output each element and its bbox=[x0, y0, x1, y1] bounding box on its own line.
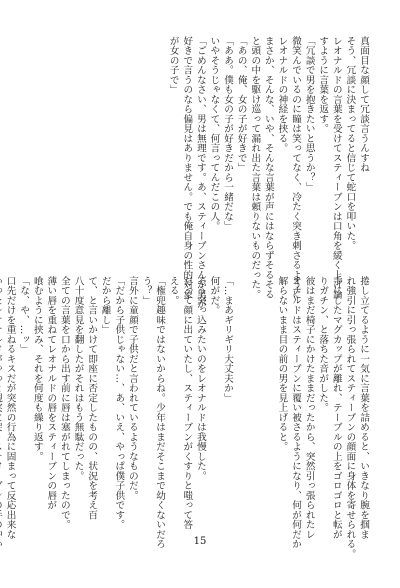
text-line: 彼はまだ椅子にかけたままだったから、突然引っ張られたレ bbox=[303, 276, 315, 540]
text-line: いやそうじゃなくて、何言ってんだこの人。 bbox=[208, 36, 220, 231]
text-line: 言外に童顔で子供だと言われているようなものだ。 bbox=[126, 276, 138, 501]
text-line: レオナルドの神経を挟る。 bbox=[276, 36, 288, 153]
text-line: りガチン、と落ちた音がした。 bbox=[317, 276, 329, 413]
text-line: 微笑んでいるのに瞳は笑ってなく、冷たく突き刺さるように bbox=[290, 36, 302, 300]
text-line: 八十度意見を翻したがそれはもう無駄だった。 bbox=[72, 276, 84, 481]
text-line: 「だから子供じゃない…、あ、いえ、やっぱ僕子供です。 bbox=[113, 276, 125, 530]
page-number: 15 bbox=[193, 536, 207, 547]
text-line: える。 bbox=[167, 276, 179, 306]
text-line: れ強引に引っ張られてスティーブンの顔面に身体を寄せられる。 bbox=[344, 276, 356, 559]
text-line: そう、冗談に決まってると信じて蛇口を叩いた。 bbox=[344, 36, 356, 251]
text-line: そう突っ込みたいのをレオナルドは我慢した。 bbox=[194, 276, 206, 481]
text-line bbox=[234, 276, 248, 516]
text-line: 「冗談で男を抱きたいと思うか？」 bbox=[303, 36, 315, 192]
text-line: 何がだ。 bbox=[208, 276, 220, 315]
text-line: 手にしたマグカップが離れ、テーブルの上をゴロゴロと転が bbox=[330, 276, 342, 540]
text-line: 口先だけを重ねるキスだが突然の行為に固まって反応出来な bbox=[4, 276, 16, 540]
text-line bbox=[248, 276, 262, 516]
text-line: だって顔に出ていたし、スティーブンがくすりと嗤って答 bbox=[181, 276, 193, 530]
text-line: 全ての言葉を口から出す前に唇は塞がれてしまったので。 bbox=[58, 276, 70, 530]
text-line: 喰むように挟み、それを何度も繰り返す。 bbox=[31, 276, 43, 462]
text-line: 「あの、俺、女の子が好きで」 bbox=[235, 36, 247, 173]
text-line: すように言葉を返す。 bbox=[317, 36, 329, 134]
text-line: 「ああ。僕も女の子が好きだから一緒だな」 bbox=[222, 36, 234, 231]
text-line bbox=[261, 276, 275, 516]
text-line: 好きで言うのなら偏見はありません。でも俺自身の性的対象 bbox=[181, 36, 193, 300]
text-line: 「…まあギリギリ大丈夫か」 bbox=[222, 276, 234, 403]
text-line: レオナルドの言葉を受けてスティーブンは口角を緩く上げ論 bbox=[330, 36, 342, 300]
text-line: 「権兜趣味ではないからね。少年はまだそこまで幼くないだろ bbox=[154, 276, 166, 549]
text-line: まさか、そんな、いや、そんな言葉が声にはならずそるそる bbox=[262, 36, 274, 300]
text-line: オナルドはスティーブンに覆い被さるようになり、何が何だか bbox=[290, 276, 302, 549]
text-line: 解らないまま目の前の男を見上げると。 bbox=[276, 276, 288, 452]
text-line: が女の子で」 bbox=[167, 36, 179, 95]
text-line: と頭の中を駆け巡って漏れ出た言葉は頼りないものだった。 bbox=[249, 36, 261, 300]
text-line: 「ごめんなさい、男は無理です。あ、スティーブンさんが男が bbox=[194, 36, 206, 309]
text-line: 捲し立てるように一気に言葉を詰めると、いきなり腕を掴ま bbox=[358, 276, 369, 540]
text-line: 真面目な顔して冗談言うんすね bbox=[358, 36, 369, 173]
text-line: 「な、や、…ッ」 bbox=[18, 276, 30, 354]
text-line: だから離し」 bbox=[99, 276, 111, 335]
text-line bbox=[0, 276, 3, 516]
text-line: 薄い唇を重ねてレオナルドの唇をスティーブンの唇が bbox=[45, 276, 57, 510]
text-line: う？」 bbox=[140, 276, 152, 306]
text-line: て、と言いかけて即座に否定したものの、状況を考え百 bbox=[86, 276, 98, 520]
